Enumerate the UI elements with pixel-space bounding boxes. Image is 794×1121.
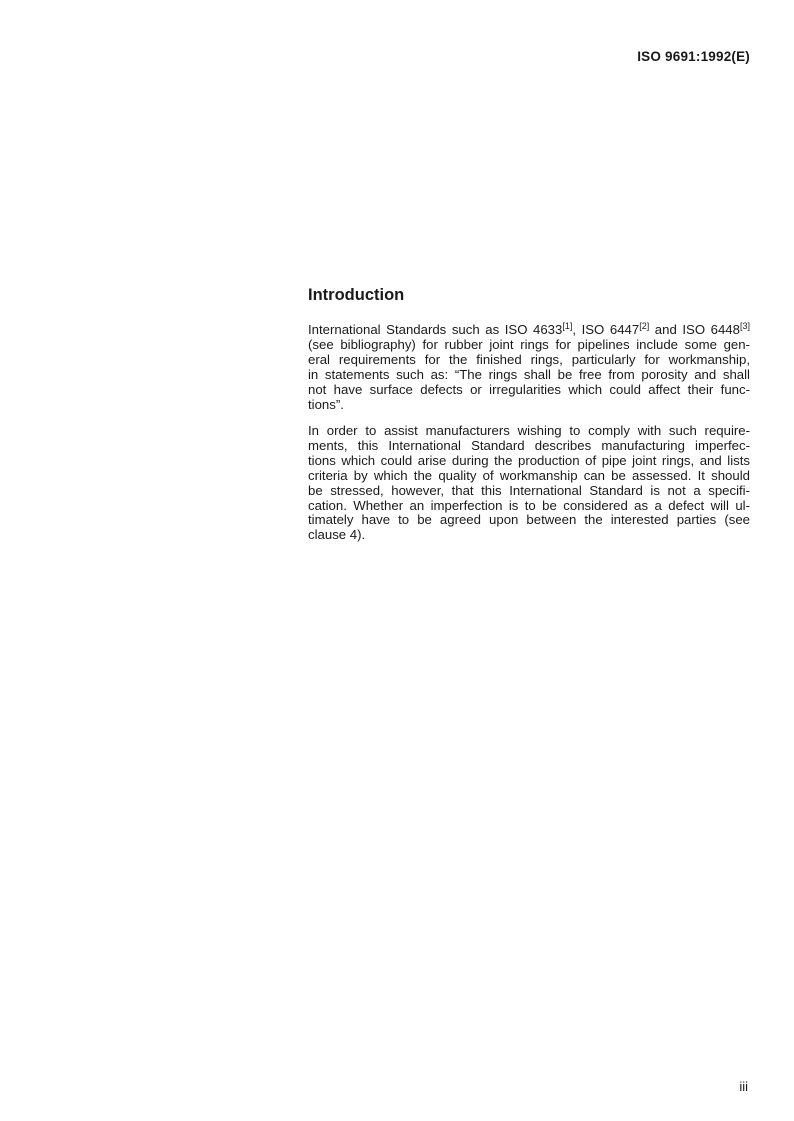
introduction-paragraph-2	[308, 424, 750, 543]
text-line: eral requirements for the finished rings, particularly for workmanship,	[308, 351, 750, 367]
document-code-header: ISO 9691:1992(E)	[637, 49, 750, 64]
text-line: timately have to be agreed upon between the interested parties (see	[308, 512, 750, 528]
reference-marker: [1]	[562, 321, 573, 331]
page-number: iii	[739, 1079, 748, 1094]
text-line: In order to assist manufacturers wishing to comply with such require-	[308, 423, 750, 438]
text-line: (see bibliography) for rubber joint rings for pipelines include some gen-	[308, 336, 750, 352]
section-title: Introduction	[308, 286, 405, 304]
text-line: criteria by which the quality of workmanship can be assessed. It should	[308, 467, 750, 483]
text-line: not have surface defects or irregularities which could affect their func-	[308, 381, 750, 397]
introduction-paragraph-1	[308, 319, 750, 412]
text-fragment: , ISO 6447	[572, 322, 640, 337]
text-line: clause 4).	[308, 527, 366, 543]
reference-marker: [2]	[639, 321, 650, 331]
text-line: cation. Whether an imperfection is to be considered as a defect will ul-	[308, 497, 750, 513]
text-line: be stressed, however, that this International Standard is not a specifi-	[308, 482, 750, 498]
text-line: in statements such as: “The rings shall be free from porosity and shall	[308, 366, 750, 382]
text-fragment: and ISO 6448	[649, 322, 740, 337]
reference-marker: [3]	[739, 321, 750, 331]
text-line	[308, 319, 750, 338]
text-line: tions which could arise during the production of pipe joint rings, and lists	[308, 452, 750, 468]
text-line: ments, this International Standard describes manufacturing imperfec-	[308, 437, 750, 453]
text-fragment: International Standards such as ISO 4633	[308, 322, 563, 337]
text-line: tions”.	[308, 396, 344, 412]
